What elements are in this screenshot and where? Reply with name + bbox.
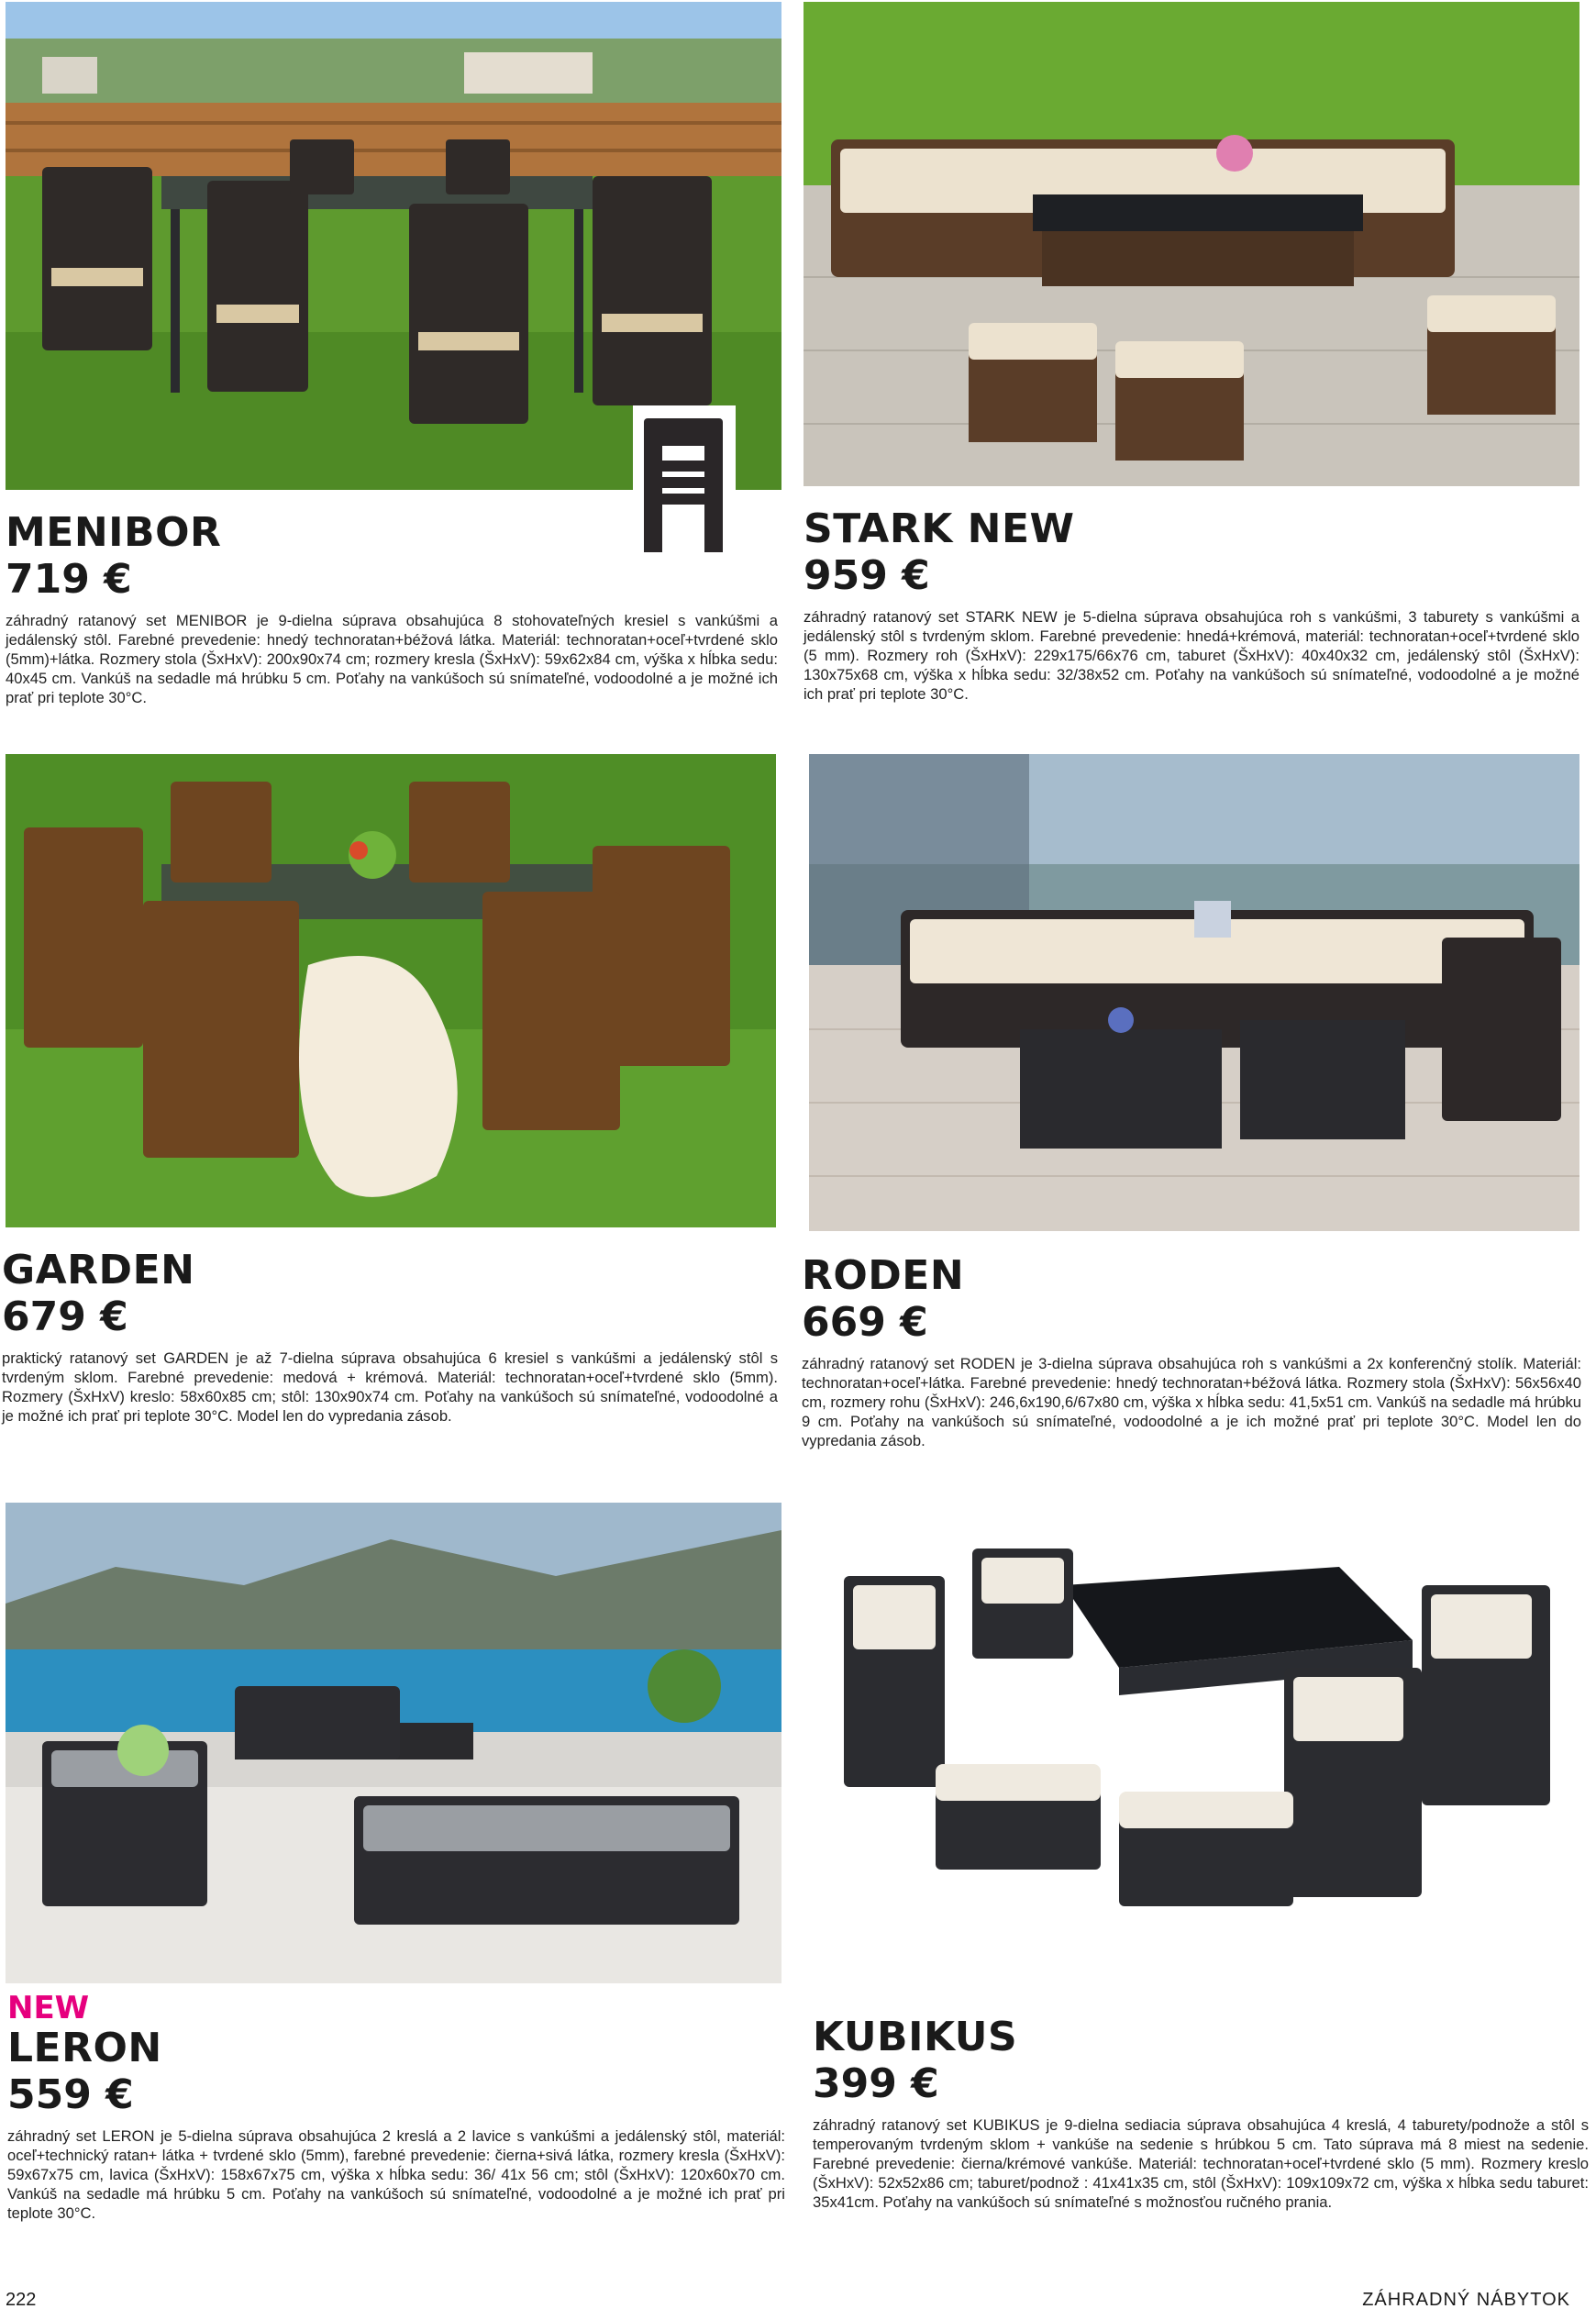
product-description: záhradný ratanový set KUBIKUS je 9-dielna sediacia súprava obsahujúca 4 kreslá, 4 taburety/podnože a stôl s temperovaným tvrdeným sklom + vankúše na sedenie s hrúbkou 5 cm. Tato súprava má 8 miest na sedenie. Farebné prevedenie: čierna/krémové vankúše. Materiál: technoratan+oceľ+tvrdené sklo (5 mm). Rozmery kreslo (ŠxHxV): 52x52x86 cm; taburet/podnož : 41x41x35 cm, stôl (ŠxHxV): 109x109x72 cm, výška x hĺbka sedu taburet: 35x41cm. Poťahy na vankúšoch sú snímateľné s možnosťou ručného prania.	[813, 2116, 1589, 2211]
product-price: 959 €	[804, 552, 930, 599]
product-price: 679 €	[2, 1293, 128, 1340]
product-price: 719 €	[6, 556, 132, 603]
product-price: 559 €	[7, 2071, 134, 2118]
product-name: GARDEN	[2, 1247, 195, 1293]
kubikus-photo	[826, 1530, 1568, 1934]
page-number: 222	[6, 2290, 37, 2310]
leron-photo	[6, 1503, 781, 1983]
product-stark-new	[804, 506, 1579, 704]
garden-photo	[6, 754, 776, 1227]
product-description: záhradný ratanový set STARK NEW je 5-dielna súprava obsahujúca roh s vankúšmi, 3 taburety s vankúšmi a jedálenský stôl s tvrdeným sklom. Farebné prevedenie: hnedá+krémová, materiál: technoratan+oceľ+tvrdené sklo (5 mm). Rozmery roh (ŠxHxV): 229x175/66x76 cm, taburet (ŠxHxV): 40x40x32 cm, jedálenský stôl (ŠxHxV): 130x75x68 cm, výška x hĺbka sedu: 32/38x52 cm. Poťahy na vankúšoch sú snímateľné, vodoodolné a je možné ich prať pri teplote 30°C.	[804, 608, 1579, 703]
product-kubikus	[813, 2015, 1589, 2212]
product-description: záhradný ratanový set RODEN je 3-dielna súprava obsahujúca roh s vankúšmi a 2x konferenčný stolík. Materiál: technoratan+oceľ+látka. Farebné prevedenie: hnedý technoratan+béžová látka. Rozmery stola (ŠxHxV): 56x56x40 cm, rozmery rohu (ŠxHxV): 246,6x190,6/67x80 cm, výška x hĺbka sedu: 41,5x51 cm. Vankúš na sedadle má hrúbku 9 cm. Poťahy na vankúšoch sú snímateľné, vodoodolné a je ich možné prať pri teplote 30°C. Model len do vypredania zásob.	[802, 1355, 1581, 1449]
product-name: LERON	[7, 2025, 162, 2071]
section-title: ZÁHRADNÝ NÁBYTOK	[1362, 2290, 1570, 2310]
product-description: praktický ratanový set GARDEN je až 7-dielna súprava obsahujúca 6 kresiel s vankúšmi a jedálenský stôl s tvrdeným sklom. Farebné prevedenie: medová + krémová. Materiál: technoratan+oceľ+tvrdené sklo (5mm). Rozmery (ŠxHxV) kreslo: 58x60x85 cm; stôl: 130x90x74 cm. Poťahy na vankúšoch sú snímateľné, vodoodolné a je možné ich prať pri teplote 30°C. Model len do vypredania zásob.	[2, 1349, 778, 1425]
product-name: RODEN	[802, 1252, 965, 1299]
product-menibor	[6, 510, 778, 707]
product-price: 399 €	[813, 2060, 939, 2107]
product-roden	[802, 1253, 1581, 1450]
product-description: záhradný ratanový set MENIBOR je 9-dielna súprava obsahujúca 8 stohovateľných kresiel s vankúšmi a jedálenský stôl. Farebné prevedenie: hnedý technoratan+béžová látka. Materiál: technoratan+oceľ+tvrdené sklo (5mm)+látka. Rozmery stola (ŠxHxV): 200x90x74 cm; rozmery kresla (ŠxHxV): 59x62x84 cm, výška x hĺbka sedu: 40x45 cm. Vankúš na sedadle má hrúbku 5 cm. Poťahy na vankúšoch sú snímateľné, vodoodolné a je možné ich prať pri teplote 30°C.	[6, 612, 778, 706]
product-name: STARK NEW	[804, 505, 1075, 552]
product-leron	[7, 1991, 785, 2223]
product-price: 669 €	[802, 1299, 928, 1346]
product-description: záhradný set LERON je 5-dielna súprava obsahujúca 2 kreslá a 2 lavice s vankúšmi a jedálenský stôl, materiál: oceľ+technický ratan+ látka + tvrdené sklo (5mm), farebné prevedenie: čierna+sivá látka, rozmery kresla (ŠxHxV): 59x67x75 cm, lavica (ŠxHxV): 158x67x75 cm, výška x hĺbka sedu: 36/ 41x 56 cm; stôl (ŠxHxV): 120x60x70 cm. Vankúš na sedadle má hrúbku 5 cm. Poťahy na vankúšoch sú snímateľné, vodoodolné a je možné ich prať pri teplote 30°C.	[7, 2127, 785, 2222]
product-garden	[2, 1248, 778, 1426]
stark-new-photo	[804, 2, 1579, 486]
roden-photo	[809, 754, 1579, 1231]
product-name: MENIBOR	[6, 509, 222, 556]
new-badge: NEW	[7, 1990, 90, 2026]
product-name: KUBIKUS	[813, 2014, 1018, 2060]
